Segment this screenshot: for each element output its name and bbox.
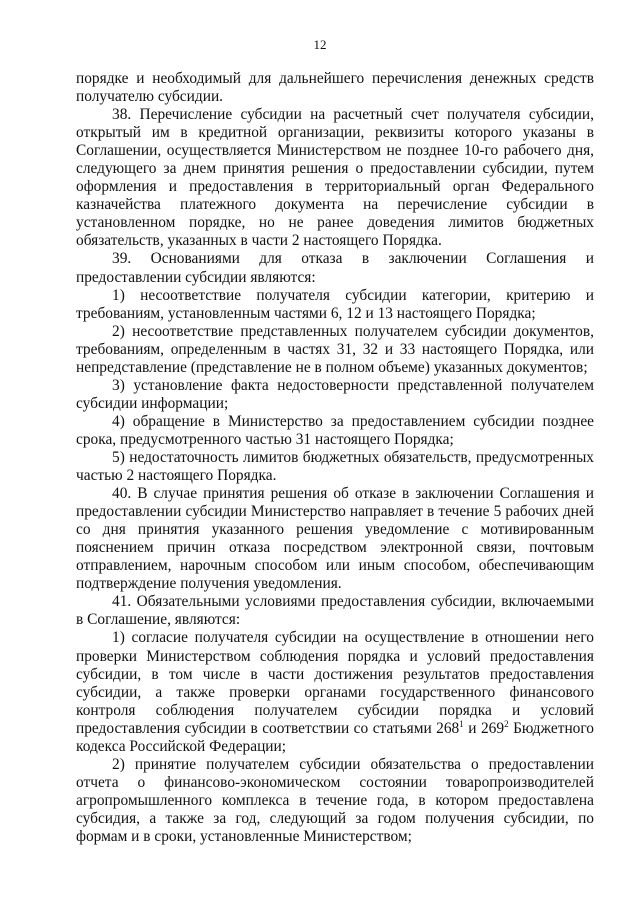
paragraph-41-item-1-text: 1) согласие получателя субсидии на осуществление в отношении него проверки Министерством соблюдения порядка и условий предоставления субсидии, в том числе в части достижения результатов предоставления субсидии, а также проверки органами государственного финансового контроля соблюдения получателем субсидии порядка и условий предоставления субсидии в соответствии со статьями 268 [76, 629, 594, 737]
paragraph-39-item-1: 1) несоответствие получателя субсидии категории, критерию и требованиям, установленным частями 6, 12 и 13 настоящего Порядка; [76, 286, 594, 322]
paragraph-41-item-2: 2) принятие получателем субсидии обязательства о предоставлении отчета о финансово-экономическом состоянии товаропроизводителей агропромышленного комплекса в течение года, в котором предоставлена субсидия, а также за год, следующий за годом получения субсидии, по формам и в сроки, установленные Министерством; [76, 755, 594, 845]
paragraph-41-item-1-middle: и 269 [463, 719, 505, 737]
paragraph-41-item-1 [76, 629, 594, 755]
paragraph-38: 38. Перечисление субсидии на расчетный счет получателя субсидии, открытый им в кредитной организации, реквизиты которого указаны в Соглашении, осуществляется Министерством не позднее 10-го рабочего дня, следующего за днем принятия решения о предоставлении субсидии, путем оформления и предоставления в территориальный орган Федерального казначейства платежного документа на перечисление субсидии в установленном порядке, но не ранее доведения лимитов бюджетных обязательств, указанных в части 2 настоящего Порядка. [76, 106, 594, 250]
superscript-1: 1 [459, 718, 464, 729]
paragraph-continuation: порядке и необходимый для дальнейшего перечисления денежных средств получателю субсидии. [76, 70, 594, 106]
paragraph-40: 40. В случае принятия решения об отказе в заключении Соглашения и предоставлении субсидии Министерство направляет в течение 5 рабочих дней со дня принятия указанного решения уведомление с мотивированным пояснением причин отказа посредством электронной связи, почтовым отправлением, нарочным способом или иным способом, обеспечивающим подтверждение получения уведомления. [76, 485, 594, 593]
superscript-2: 2 [504, 718, 509, 729]
document-body [76, 70, 594, 846]
paragraph-41-item-1-end: Бюджетного кодекса Российской Федерации; [76, 719, 594, 755]
paragraph-39-item-5: 5) недостаточность лимитов бюджетных обязательств, предусмотренных частью 2 настоящего Порядка. [76, 448, 594, 485]
paragraph-41: 41. Обязательными условиями предоставления субсидии, включаемыми в Соглашение, являются: [76, 593, 594, 629]
page-number: 12 [313, 37, 327, 52]
paragraph-39-item-2: 2) несоответствие представленных получателем субсидии документов, требованиям, определенным в частях 31, 32 и 33 настоящего Порядка, или непредставление (представление не в полном объеме) указанных документов; [76, 322, 594, 376]
paragraph-39: 39. Основаниями для отказа в заключении Соглашения и предоставлении субсидии являются: [76, 250, 594, 286]
paragraph-39-item-4: 4) обращение в Министерство за предоставлением субсидии позднее срока, предусмотренного частью 31 настоящего Порядка; [76, 412, 594, 448]
paragraph-39-item-3: 3) установление факта недостоверности представленной получателем субсидии информации; [76, 376, 594, 412]
